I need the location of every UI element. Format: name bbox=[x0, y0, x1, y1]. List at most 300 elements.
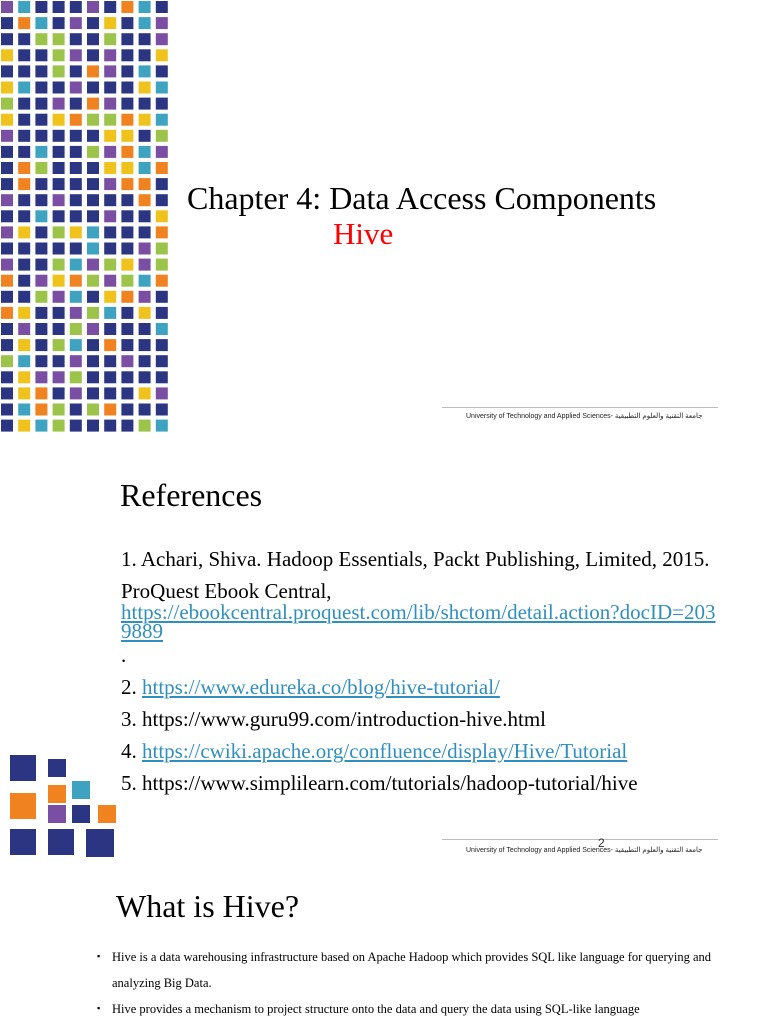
mosaic-tile bbox=[18, 226, 30, 238]
mosaic-tile bbox=[139, 146, 151, 158]
mosaic-tile bbox=[121, 323, 133, 335]
mosaic-tile bbox=[121, 178, 133, 190]
mosaic-tile bbox=[35, 339, 47, 351]
mosaic-tile bbox=[87, 114, 99, 126]
mosaic-tile bbox=[87, 210, 99, 222]
what-is-hive-heading: What is Hive? bbox=[116, 888, 300, 924]
mosaic-tile bbox=[1, 291, 13, 303]
mosaic-tile bbox=[53, 371, 65, 383]
mosaic-tile bbox=[35, 355, 47, 367]
mosaic-tile bbox=[87, 49, 99, 61]
mosaic-tile bbox=[18, 49, 30, 61]
logo-tile bbox=[72, 781, 90, 799]
mosaic-tile bbox=[104, 275, 116, 287]
mosaic-tile bbox=[70, 33, 82, 45]
mosaic-tile bbox=[121, 130, 133, 142]
mosaic-tile bbox=[53, 226, 65, 238]
mosaic-tile bbox=[70, 420, 82, 432]
mosaic-tile bbox=[139, 259, 151, 271]
mosaic-tile bbox=[35, 114, 47, 126]
reference-1-source-text: ProQuest Ebook Central, bbox=[121, 579, 332, 603]
mosaic-tile bbox=[1, 275, 13, 287]
mosaic-decoration bbox=[0, 0, 172, 434]
page-number: 2 bbox=[598, 836, 605, 850]
mosaic-tile bbox=[70, 162, 82, 174]
logo-tile bbox=[10, 793, 36, 819]
mosaic-tile bbox=[53, 82, 65, 94]
mosaic-tile bbox=[1, 243, 13, 255]
mosaic-tile bbox=[35, 162, 47, 174]
mosaic-tile bbox=[35, 98, 47, 110]
mosaic-tile bbox=[35, 17, 47, 29]
mosaic-tile bbox=[53, 114, 65, 126]
mosaic-tile bbox=[104, 404, 116, 416]
mosaic-tile bbox=[53, 33, 65, 45]
mosaic-tile bbox=[1, 323, 13, 335]
mosaic-tile bbox=[121, 307, 133, 319]
mosaic-tile bbox=[139, 114, 151, 126]
mosaic-tile bbox=[35, 130, 47, 142]
mosaic-tile bbox=[139, 98, 151, 110]
mosaic-tile bbox=[139, 162, 151, 174]
mosaic-tile bbox=[139, 194, 151, 206]
mosaic-tile bbox=[53, 17, 65, 29]
bullet-text: Hive is a data warehousing infrastructure based on Apache Hadoop which provides SQL like language for querying and analyzing Big Data. bbox=[112, 950, 712, 990]
mosaic-tile bbox=[156, 162, 168, 174]
references-heading: References bbox=[120, 477, 263, 513]
mosaic-tile bbox=[35, 226, 47, 238]
mosaic-tile bbox=[104, 49, 116, 61]
mosaic-tile bbox=[104, 226, 116, 238]
mosaic-tile bbox=[18, 162, 30, 174]
mosaic-tile bbox=[1, 1, 13, 13]
mosaic-tile bbox=[121, 194, 133, 206]
mosaic-tile bbox=[156, 130, 168, 142]
mosaic-tile bbox=[35, 243, 47, 255]
footer-text: University of Technology and Applied Sciences- جامعة التقنية والعلوم التطبيقية bbox=[466, 847, 703, 854]
mosaic-tile bbox=[139, 420, 151, 432]
mosaic-tile bbox=[1, 371, 13, 383]
mosaic-tile bbox=[87, 178, 99, 190]
mosaic-tile bbox=[87, 243, 99, 255]
mosaic-tile bbox=[139, 291, 151, 303]
mosaic-tile bbox=[156, 387, 168, 399]
mosaic-tile bbox=[53, 49, 65, 61]
logo-tile bbox=[10, 829, 36, 855]
mosaic-tile bbox=[104, 323, 116, 335]
mosaic-tile bbox=[70, 226, 82, 238]
mosaic-tile bbox=[104, 98, 116, 110]
reference-1-period: . bbox=[121, 643, 127, 667]
mosaic-tile bbox=[139, 33, 151, 45]
mosaic-tile bbox=[1, 33, 13, 45]
mosaic-tile bbox=[104, 243, 116, 255]
mosaic-tile bbox=[104, 178, 116, 190]
mosaic-tile bbox=[1, 130, 13, 142]
mosaic-tile bbox=[35, 259, 47, 271]
mosaic-tile bbox=[70, 194, 82, 206]
mosaic-tile bbox=[70, 210, 82, 222]
mosaic-tile bbox=[121, 65, 133, 77]
mosaic-tile bbox=[121, 339, 133, 351]
mosaic-tile bbox=[104, 82, 116, 94]
mosaic-tile bbox=[1, 307, 13, 319]
mosaic-tile bbox=[18, 1, 30, 13]
mosaic-tile bbox=[53, 387, 65, 399]
mosaic-tile bbox=[139, 82, 151, 94]
reference-1 bbox=[121, 547, 721, 571]
mosaic-tile bbox=[53, 259, 65, 271]
mosaic-tile bbox=[35, 65, 47, 77]
reference-2-link[interactable]: https://www.edureka.co/blog/hive-tutorial/ bbox=[142, 675, 500, 699]
mosaic-tile bbox=[1, 259, 13, 271]
mosaic-tile bbox=[121, 404, 133, 416]
logo-tile bbox=[86, 829, 114, 857]
mosaic-tile bbox=[53, 162, 65, 174]
mosaic-tile bbox=[156, 355, 168, 367]
mosaic-tile bbox=[70, 291, 82, 303]
mosaic-tile bbox=[35, 420, 47, 432]
mosaic-tile bbox=[35, 82, 47, 94]
mosaic-tile bbox=[70, 82, 82, 94]
mosaic-tile bbox=[121, 82, 133, 94]
mosaic-tile bbox=[121, 146, 133, 158]
mosaic-tile bbox=[70, 1, 82, 13]
mosaic-tile bbox=[156, 33, 168, 45]
logo-tile bbox=[10, 755, 36, 781]
mosaic-tile bbox=[70, 355, 82, 367]
bullet-item bbox=[97, 996, 759, 1022]
chapter-subtitle: Hive bbox=[333, 216, 394, 251]
mosaic-tile bbox=[87, 82, 99, 94]
reference-1-text: 1. Achari, Shiva. Hadoop Essentials, Packt Publishing, Limited, 2015. bbox=[121, 547, 710, 571]
mosaic-tile bbox=[18, 371, 30, 383]
reference-1-link[interactable]: https://ebookcentral.proquest.com/lib/shctom/detail.action?docID=2039889 bbox=[121, 600, 716, 643]
mosaic-tile bbox=[1, 114, 13, 126]
mosaic-tile bbox=[139, 371, 151, 383]
mosaic-tile bbox=[156, 210, 168, 222]
mosaic-tile bbox=[139, 210, 151, 222]
mosaic-tile bbox=[87, 275, 99, 287]
mosaic-tile bbox=[104, 33, 116, 45]
mosaic-tile bbox=[35, 275, 47, 287]
mosaic-tile bbox=[18, 33, 30, 45]
reference-2-number: 2. bbox=[121, 675, 137, 699]
mosaic-tile bbox=[35, 1, 47, 13]
hive-bullet-list bbox=[97, 944, 759, 1022]
mosaic-tile bbox=[139, 339, 151, 351]
mosaic-tile bbox=[18, 243, 30, 255]
mosaic-tile bbox=[156, 259, 168, 271]
mosaic-tile bbox=[104, 1, 116, 13]
mosaic-tile bbox=[53, 194, 65, 206]
mosaic-tile bbox=[1, 355, 13, 367]
reference-4 bbox=[121, 739, 721, 763]
mosaic-tile bbox=[104, 420, 116, 432]
mosaic-tile bbox=[104, 355, 116, 367]
footer-divider bbox=[442, 407, 718, 408]
mosaic-tile bbox=[35, 178, 47, 190]
mosaic-tile bbox=[87, 323, 99, 335]
mosaic-tile bbox=[1, 210, 13, 222]
mosaic-tile bbox=[70, 404, 82, 416]
references-slide bbox=[0, 441, 768, 869]
logo-tile bbox=[48, 759, 66, 777]
mosaic-pattern bbox=[0, 0, 172, 434]
mosaic-tile bbox=[104, 259, 116, 271]
mosaic-tile bbox=[156, 404, 168, 416]
mosaic-tile bbox=[70, 65, 82, 77]
mosaic-tile bbox=[87, 259, 99, 271]
mosaic-tile bbox=[70, 114, 82, 126]
mosaic-tile bbox=[70, 243, 82, 255]
mosaic-tile bbox=[156, 420, 168, 432]
mosaic-tile bbox=[156, 339, 168, 351]
mosaic-tile bbox=[70, 178, 82, 190]
mosaic-tile bbox=[70, 387, 82, 399]
logo-tile bbox=[48, 805, 66, 823]
mosaic-tile bbox=[156, 323, 168, 335]
mosaic-tile bbox=[87, 65, 99, 77]
mosaic-tile bbox=[53, 339, 65, 351]
mosaic-tile bbox=[1, 404, 13, 416]
mosaic-tile bbox=[18, 114, 30, 126]
mosaic-tile bbox=[70, 98, 82, 110]
mosaic-tile bbox=[139, 323, 151, 335]
mosaic-tile bbox=[70, 371, 82, 383]
mosaic-tile bbox=[1, 387, 13, 399]
mosaic-tile bbox=[35, 146, 47, 158]
mosaic-tile bbox=[139, 387, 151, 399]
reference-4-link[interactable]: https://cwiki.apache.org/confluence/display/Hive/Tutorial bbox=[142, 739, 628, 763]
mosaic-tile bbox=[1, 162, 13, 174]
mosaic-tile bbox=[139, 275, 151, 287]
mosaic-tile bbox=[104, 162, 116, 174]
mosaic-tile bbox=[121, 49, 133, 61]
mosaic-tile bbox=[121, 17, 133, 29]
mosaic-tile bbox=[121, 1, 133, 13]
reference-4-number: 4. bbox=[121, 739, 137, 763]
mosaic-tile bbox=[139, 49, 151, 61]
mosaic-tile bbox=[18, 404, 30, 416]
mosaic-tile bbox=[104, 65, 116, 77]
mosaic-tile bbox=[53, 275, 65, 287]
mosaic-tile bbox=[1, 65, 13, 77]
mosaic-tile bbox=[139, 17, 151, 29]
mosaic-tile bbox=[139, 65, 151, 77]
mosaic-tile bbox=[53, 98, 65, 110]
mosaic-tile bbox=[104, 194, 116, 206]
mosaic-tile bbox=[156, 82, 168, 94]
mosaic-tile bbox=[18, 420, 30, 432]
mosaic-tile bbox=[87, 1, 99, 13]
logo-tile bbox=[98, 805, 116, 823]
mosaic-tile bbox=[53, 291, 65, 303]
mosaic-tile bbox=[121, 371, 133, 383]
logo-tile bbox=[48, 785, 66, 803]
mosaic-tile bbox=[87, 355, 99, 367]
mosaic-tile bbox=[87, 420, 99, 432]
mosaic-tile bbox=[87, 307, 99, 319]
bullet-square-icon: ▪ bbox=[97, 1003, 101, 1013]
mosaic-tile bbox=[53, 65, 65, 77]
mosaic-tile bbox=[18, 178, 30, 190]
mosaic-tile bbox=[87, 162, 99, 174]
mosaic-tile bbox=[18, 259, 30, 271]
mosaic-tile bbox=[87, 291, 99, 303]
mosaic-tile bbox=[104, 114, 116, 126]
mosaic-tile bbox=[53, 355, 65, 367]
mosaic-tile bbox=[156, 17, 168, 29]
mosaic-tile bbox=[87, 194, 99, 206]
mosaic-tile bbox=[18, 130, 30, 142]
mosaic-tile bbox=[121, 162, 133, 174]
title-slide bbox=[0, 0, 768, 434]
mosaic-tile bbox=[156, 114, 168, 126]
mosaic-tile bbox=[104, 17, 116, 29]
mosaic-tile bbox=[121, 33, 133, 45]
logo-tile bbox=[48, 829, 74, 855]
mosaic-tile bbox=[1, 17, 13, 29]
mosaic-tile bbox=[104, 210, 116, 222]
reference-5: 5. https://www.simplilearn.com/tutorials/hadoop-tutorial/hive bbox=[121, 771, 638, 795]
mosaic-tile bbox=[156, 146, 168, 158]
mosaic-tile bbox=[156, 49, 168, 61]
university-logo bbox=[10, 755, 120, 864]
mosaic-tile bbox=[18, 82, 30, 94]
mosaic-tile bbox=[70, 146, 82, 158]
mosaic-tile bbox=[35, 371, 47, 383]
mosaic-tile bbox=[139, 243, 151, 255]
mosaic-tile bbox=[156, 371, 168, 383]
logo-squares bbox=[10, 755, 120, 859]
mosaic-tile bbox=[18, 307, 30, 319]
mosaic-tile bbox=[87, 371, 99, 383]
bullet-square-icon: ▪ bbox=[97, 951, 101, 961]
mosaic-tile bbox=[87, 339, 99, 351]
mosaic-tile bbox=[1, 226, 13, 238]
mosaic-tile bbox=[35, 323, 47, 335]
mosaic-tile bbox=[18, 387, 30, 399]
bullet-item bbox=[97, 944, 759, 996]
mosaic-tile bbox=[18, 339, 30, 351]
bullet-text: Hive provides a mechanism to project structure onto the data and query the data using SQL-like language bbox=[112, 1002, 640, 1016]
mosaic-tile bbox=[139, 130, 151, 142]
mosaic-tile bbox=[87, 226, 99, 238]
mosaic-tile bbox=[156, 307, 168, 319]
mosaic-tile bbox=[121, 275, 133, 287]
mosaic-tile bbox=[35, 194, 47, 206]
mosaic-tile bbox=[35, 291, 47, 303]
mosaic-tile bbox=[70, 17, 82, 29]
logo-tile bbox=[72, 805, 90, 823]
mosaic-tile bbox=[70, 49, 82, 61]
mosaic-tile bbox=[156, 65, 168, 77]
mosaic-tile bbox=[121, 355, 133, 367]
mosaic-tile bbox=[87, 17, 99, 29]
mosaic-tile bbox=[121, 259, 133, 271]
mosaic-tile bbox=[18, 210, 30, 222]
mosaic-tile bbox=[35, 404, 47, 416]
what-is-hive-slide bbox=[0, 872, 768, 1024]
mosaic-tile bbox=[53, 130, 65, 142]
mosaic-tile bbox=[1, 178, 13, 190]
mosaic-tile bbox=[1, 82, 13, 94]
mosaic-tile bbox=[18, 194, 30, 206]
mosaic-tile bbox=[53, 210, 65, 222]
mosaic-tile bbox=[70, 339, 82, 351]
mosaic-tile bbox=[156, 98, 168, 110]
mosaic-tile bbox=[70, 130, 82, 142]
mosaic-tile bbox=[18, 17, 30, 29]
mosaic-tile bbox=[35, 210, 47, 222]
footer-text: University of Technology and Applied Sciences- جامعة التقنية والعلوم التطبيقية bbox=[466, 413, 703, 420]
references-list bbox=[121, 547, 721, 795]
mosaic-tile bbox=[156, 291, 168, 303]
mosaic-tile bbox=[53, 323, 65, 335]
mosaic-tile bbox=[1, 194, 13, 206]
mosaic-tile bbox=[18, 275, 30, 287]
mosaic-tile bbox=[1, 49, 13, 61]
mosaic-tile bbox=[70, 259, 82, 271]
mosaic-tile bbox=[1, 98, 13, 110]
mosaic-tile bbox=[104, 371, 116, 383]
mosaic-tile bbox=[35, 33, 47, 45]
mosaic-tile bbox=[156, 1, 168, 13]
mosaic-tile bbox=[53, 404, 65, 416]
mosaic-tile bbox=[53, 420, 65, 432]
mosaic-tile bbox=[121, 420, 133, 432]
mosaic-tile bbox=[53, 178, 65, 190]
mosaic-tile bbox=[53, 146, 65, 158]
mosaic-tile bbox=[104, 307, 116, 319]
mosaic-tile bbox=[121, 226, 133, 238]
mosaic-tile bbox=[156, 194, 168, 206]
mosaic-tile bbox=[121, 114, 133, 126]
mosaic-tile bbox=[70, 307, 82, 319]
mosaic-tile bbox=[35, 387, 47, 399]
mosaic-tile bbox=[18, 98, 30, 110]
mosaic-tile bbox=[156, 243, 168, 255]
mosaic-tile bbox=[156, 178, 168, 190]
mosaic-tile bbox=[139, 355, 151, 367]
reference-2 bbox=[121, 675, 721, 699]
mosaic-tile bbox=[104, 146, 116, 158]
mosaic-tile bbox=[156, 275, 168, 287]
mosaic-tile bbox=[104, 339, 116, 351]
mosaic-tile bbox=[139, 178, 151, 190]
mosaic-tile bbox=[18, 291, 30, 303]
mosaic-tile bbox=[35, 49, 47, 61]
mosaic-tile bbox=[87, 98, 99, 110]
mosaic-tile bbox=[1, 339, 13, 351]
mosaic-tile bbox=[87, 33, 99, 45]
mosaic-tile bbox=[18, 355, 30, 367]
mosaic-tile bbox=[139, 1, 151, 13]
mosaic-tile bbox=[1, 420, 13, 432]
mosaic-tile bbox=[18, 323, 30, 335]
mosaic-tile bbox=[139, 404, 151, 416]
mosaic-tile bbox=[53, 243, 65, 255]
mosaic-tile bbox=[156, 226, 168, 238]
mosaic-tile bbox=[139, 226, 151, 238]
mosaic-tile bbox=[18, 65, 30, 77]
mosaic-tile bbox=[35, 307, 47, 319]
mosaic-tile bbox=[104, 291, 116, 303]
mosaic-tile bbox=[70, 275, 82, 287]
mosaic-tile bbox=[121, 243, 133, 255]
mosaic-tile bbox=[87, 387, 99, 399]
